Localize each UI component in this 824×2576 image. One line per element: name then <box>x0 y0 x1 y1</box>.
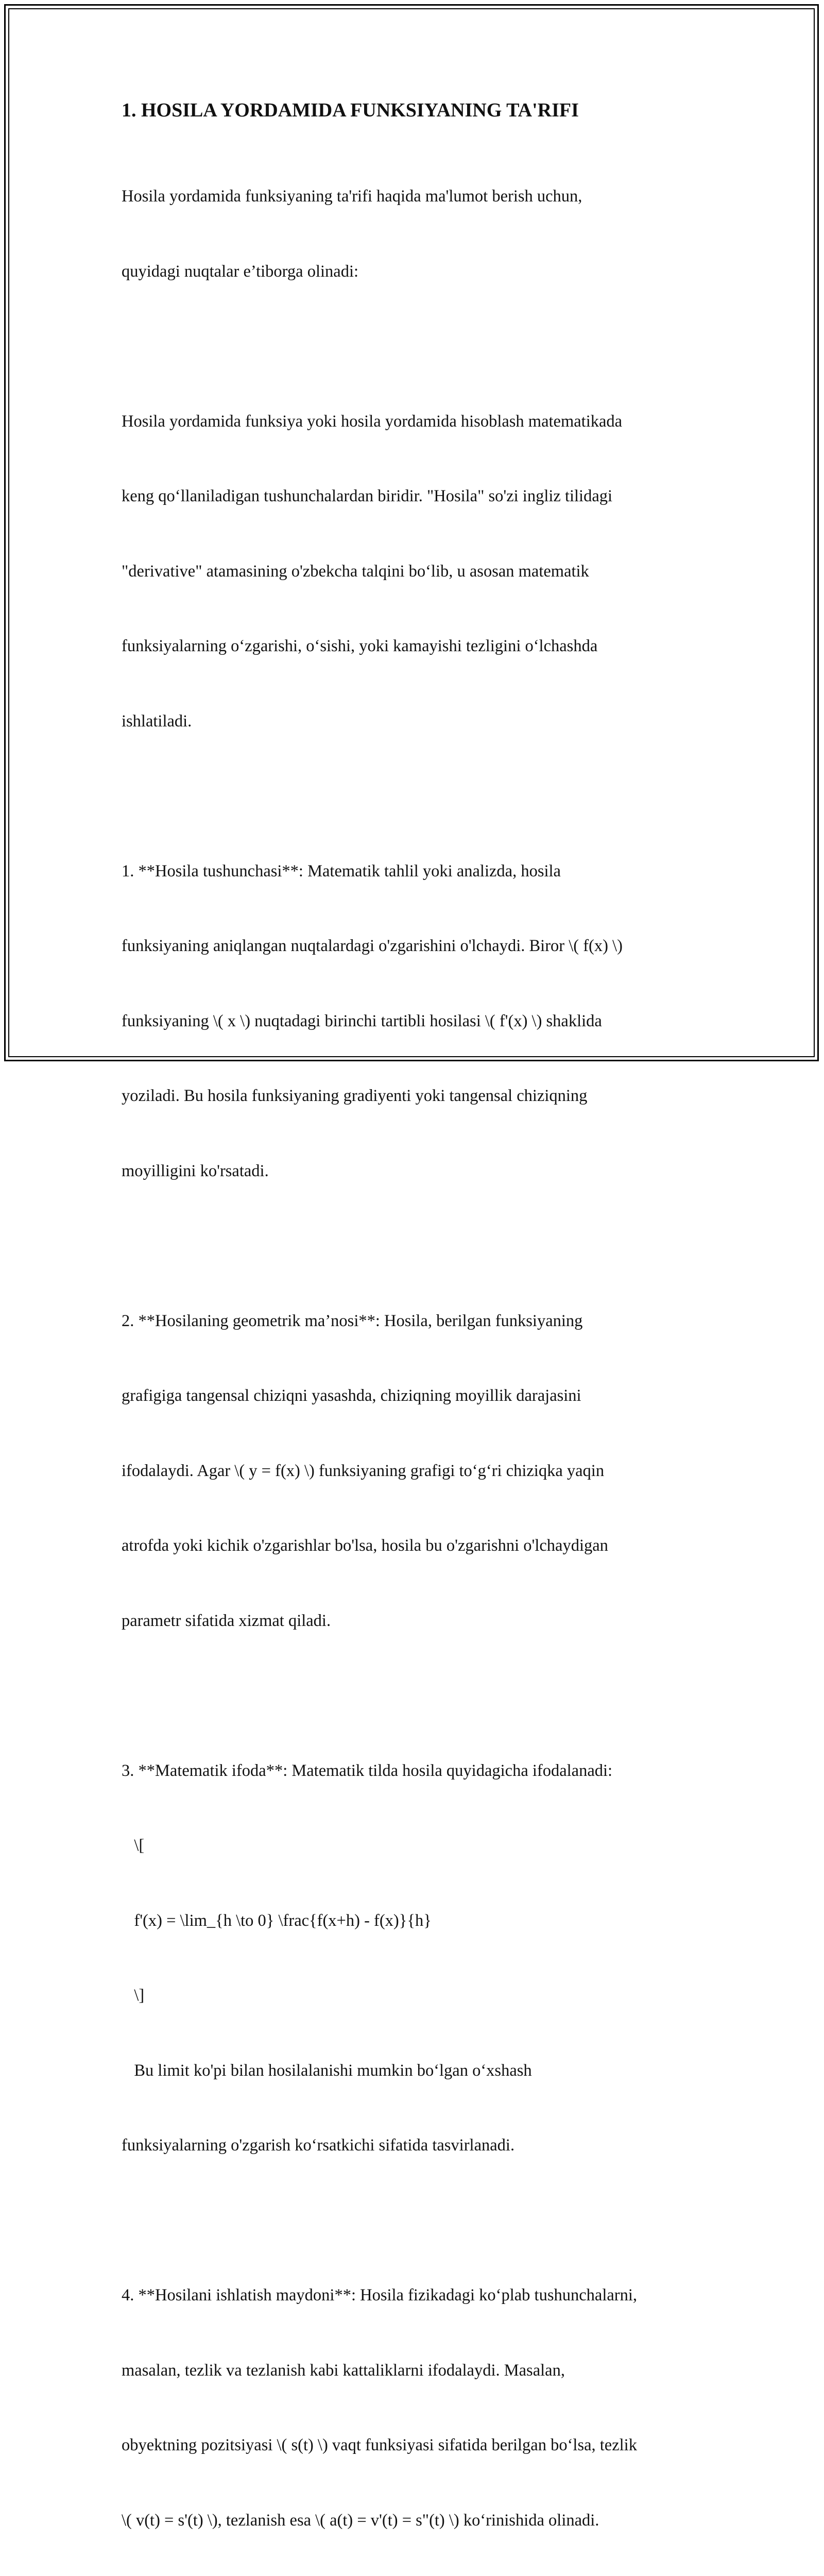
text-line: moyilligini ko'rsatadi. <box>122 1161 269 1180</box>
formula-line: \[ <box>122 1836 145 1855</box>
text-line: funksiyaning \( x \) nuqtadagi birinchi tartibli hosilasi \( f'(x) \) shaklida <box>122 1011 602 1030</box>
text-line: yoziladi. Bu hosila funksiyaning gradiyenti yoki tangensal chiziqning <box>122 1087 588 1105</box>
text-line: Hosila yordamida funksiya yoki hosila yordamida hisoblash matematikada <box>122 412 623 431</box>
text-line: 4. **Hosilani ishlatish maydoni**: Hosila fizikadagi ko‘plab tushunchalarni, <box>122 2286 638 2304</box>
text-line: \( v(t) = s'(t) \), tezlanish esa \( a(t) = v'(t) = s"(t) \) ko‘rinishida olinadi. <box>122 2511 599 2530</box>
list-item-4 <box>122 2233 714 2576</box>
text-line: quyidagi nuqtalar e’tiborga olinadi: <box>122 262 359 281</box>
text-line: Hosila yordamida funksiyaning ta'rifi haqida ma'lumot berish uchun, <box>122 187 582 206</box>
text-line: Bu limit ko'pi bilan hosilalanishi mumkin bo‘lgan o‘xshash <box>122 2061 532 2080</box>
text-line: 2. **Hosilaning geometrik ma’nosi**: Hosila, berilgan funksiyaning <box>122 1311 583 1330</box>
document-title: 1. HOSILA YORDAMIDA FUNKSIYANING TA'RIFI <box>122 99 579 121</box>
text-line: parametr sifatida xizmat qiladi. <box>122 1611 331 1630</box>
text-line: funksiyalarning o'zgarish ko‘rsatkichi sifatida tasvirlanadi. <box>122 2136 515 2155</box>
formula-line: f'(x) = \lim_{h \to 0} \frac{f(x+h) - f(x)}{h} <box>122 1911 432 1930</box>
text-line: masalan, tezlik va tezlanish kabi kattaliklarni ifodalaydi. Masalan, <box>122 2361 565 2380</box>
text-line: 1. **Hosila tushunchasi**: Matematik tahlil yoki analizda, hosila <box>122 861 561 880</box>
text-line: atrofda yoki kichik o'zgarishlar bo'lsa, hosila bu o'zgarishni o'lchaydigan <box>122 1536 608 1555</box>
text-line: keng qo‘llaniladigan tushunchalardan biridir. "Hosila" so'zi ingliz tilidagi <box>122 487 613 505</box>
list-item-1 <box>122 809 714 1234</box>
list-item-3 <box>122 1708 714 2208</box>
intro-paragraph <box>122 134 714 334</box>
text-line: "derivative" atamasining o'zbekcha talqini bo‘lib, u asosan matematik <box>122 562 589 581</box>
list-item-2 <box>122 1259 714 1684</box>
formula-line: \] <box>122 1986 145 2005</box>
text-line: obyektning pozitsiyasi \( s(t) \) vaqt funksiyasi sifatida berilgan bo‘lsa, tezlik <box>122 2436 637 2454</box>
text-line: grafigiga tangensal chiziqni yasashda, chiziqning moyillik darajasini <box>122 1386 581 1405</box>
document-body <box>122 98 714 2576</box>
text-line: funksiyalarning o‘zgarishi, o‘sishi, yoki kamayishi tezligini o‘lchashda <box>122 637 598 655</box>
text-line: 3. **Matematik ifoda**: Matematik tilda hosila quyidagicha ifodalanadi: <box>122 1761 613 1780</box>
definition-paragraph <box>122 359 714 784</box>
text-line: ishlatiladi. <box>122 711 192 731</box>
text-line: funksiyaning aniqlangan nuqtalardagi o'zgarishini o'lchaydi. Biror \( f(x) \) <box>122 937 623 955</box>
text-line: ifodalaydi. Agar \( y = f(x) \) funksiyaning grafigi to‘g‘ri chiziqka yaqin <box>122 1461 605 1480</box>
